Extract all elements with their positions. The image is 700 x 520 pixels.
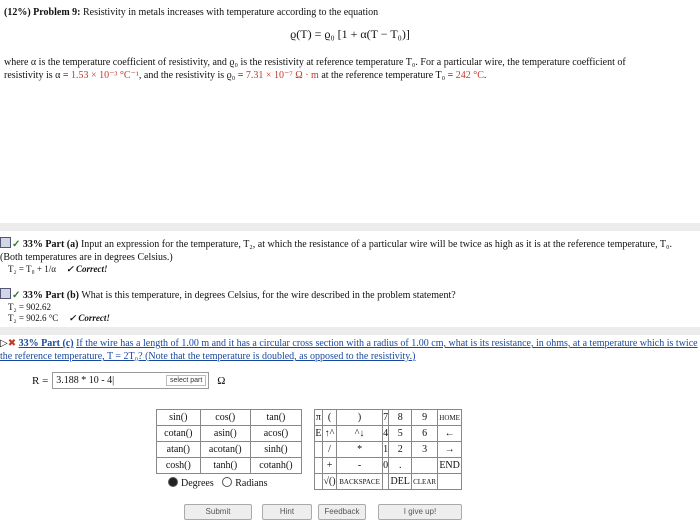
part-b-label: 33% Part (b) xyxy=(22,290,79,301)
keypad-key[interactable]: ) xyxy=(337,410,383,426)
keypad-row xyxy=(157,410,302,426)
hint-button[interactable]: Hint xyxy=(262,504,312,520)
keypad-key[interactable]: π xyxy=(315,410,323,426)
keypad-key xyxy=(315,474,323,490)
part-a-answer: T₂ = T₀ + 1/α xyxy=(8,264,56,274)
keypad-key[interactable]: BACKSPACE xyxy=(337,474,383,490)
part-b-status: ✓ Correct! xyxy=(68,313,110,323)
keypad-key[interactable]: tan() xyxy=(250,410,301,426)
degrees-radio[interactable] xyxy=(168,477,178,487)
keypad-key[interactable]: / xyxy=(322,442,336,458)
keypad-key[interactable]: - xyxy=(337,458,383,474)
keypad-row xyxy=(315,426,462,442)
part-icon xyxy=(0,237,11,248)
keypad-key[interactable]: tanh() xyxy=(200,458,250,474)
keypad-key[interactable]: E xyxy=(315,426,323,442)
keypad-key[interactable]: ↑^ xyxy=(322,426,336,442)
problem-number: Problem 9: xyxy=(33,7,81,18)
keypad-key[interactable]: sinh() xyxy=(250,442,301,458)
description-line2: resistivity is α = 1.53 × 10⁻³ °C⁻¹, and the resistivity is ϱ₀ = 7.31 × 10⁻⁷ Ω · m at the reference temperature T₀ = 242 °C. xyxy=(4,70,487,81)
keypad-row xyxy=(157,426,302,442)
action-buttons xyxy=(0,504,700,516)
keypad-key[interactable]: sin() xyxy=(157,410,201,426)
incorrect-icon: ✖ xyxy=(7,338,17,349)
t0-value: 242 °C xyxy=(455,70,484,81)
part-a-answer-row xyxy=(8,264,696,275)
keypad-row xyxy=(315,410,462,426)
keypad-key[interactable]: CLEAR xyxy=(411,474,437,490)
keypad-key[interactable]: 9 xyxy=(411,410,437,426)
keypad-key[interactable]: 6 xyxy=(411,426,437,442)
part-a-label: 33% Part (a) xyxy=(22,239,79,250)
keypad-key xyxy=(438,474,462,490)
keypad-key xyxy=(315,442,323,458)
part-c-question: If the wire has a length of 1.00 m and it has a circular cross section with a radius of 1.00 cm, what is its resistance, in ohms, at a temperature which is twice the reference temperature, T = 2T₀? (Note that the temperature is doubled, as opposed to the resistivity.) xyxy=(0,338,698,362)
keypad-row xyxy=(315,474,462,490)
part-b-answer2: T₂ = 902.6 °C xyxy=(8,313,59,323)
play-icon: ▷ xyxy=(0,338,8,349)
answer-row xyxy=(32,372,225,389)
check-icon: ✓ xyxy=(12,290,21,301)
keypad-key[interactable]: √() xyxy=(322,474,336,490)
keypad-key[interactable]: 0 xyxy=(382,458,389,474)
radians-radio[interactable] xyxy=(222,477,232,487)
keypad-key[interactable]: . xyxy=(389,458,411,474)
problem-intro: Resistivity in metals increases with temperature according to the equation xyxy=(82,7,379,18)
give-up-button[interactable]: I give up! xyxy=(378,504,462,520)
keypad-key[interactable]: ^↓ xyxy=(337,426,383,442)
keypad-key[interactable]: ( xyxy=(322,410,336,426)
part-c-label[interactable]: 33% Part (c) xyxy=(18,338,74,349)
feedback-button[interactable]: Feedback xyxy=(318,504,366,520)
keypad-key[interactable]: + xyxy=(322,458,336,474)
keypad-key[interactable]: acos() xyxy=(250,426,301,442)
part-a-question: Input an expression for the temperature, T₂, at which the resistance of a particular wire will be twice as high as it is at the reference temperature, T₀. (Both temperatures are in degrees Celsius.) xyxy=(0,239,673,263)
resistivity-equation: ϱ(T) = ϱ₀ [1 + α(T − T₀)] xyxy=(290,27,410,41)
part-a xyxy=(0,237,696,275)
part-b-answer1: T₂ = 902.62 xyxy=(8,302,51,312)
part-b-answer-row xyxy=(8,313,700,324)
keypad-key[interactable]: → xyxy=(438,442,462,458)
problem-percent: (12%) xyxy=(4,7,31,18)
keypad-key[interactable]: * xyxy=(337,442,383,458)
keypad-key[interactable]: cos() xyxy=(200,410,250,426)
part-icon xyxy=(0,288,11,299)
keypad-key[interactable]: DEL xyxy=(389,474,411,490)
keypad-key[interactable]: 2 xyxy=(389,442,411,458)
answer-input-value: 3.188 * 10 - 4| xyxy=(56,375,115,386)
part-c xyxy=(0,337,700,363)
angle-mode xyxy=(168,477,267,489)
keypad-key[interactable]: cotan() xyxy=(157,426,201,442)
part-b xyxy=(0,288,700,324)
keypad-key[interactable]: atan() xyxy=(157,442,201,458)
section-divider xyxy=(0,327,700,335)
result-label: R = xyxy=(32,374,49,387)
description-line1: where α is the temperature coefficient of resistivity, and ϱ₀ is the resistivity at reference temperature T₀. For a particular wire, the temperature coefficient of xyxy=(4,57,626,68)
problem-description xyxy=(4,56,694,82)
alpha-value: 1.53 × 10⁻³ °C⁻¹ xyxy=(71,70,139,81)
rho-value: 7.31 × 10⁻⁷ Ω · m xyxy=(245,70,319,81)
keypad-key xyxy=(382,474,389,490)
keypad-key[interactable]: 1 xyxy=(382,442,389,458)
part-b-question: What is this temperature, in degrees Celsius, for the wire described in the problem statement? xyxy=(81,290,456,301)
keypad-key[interactable]: cosh() xyxy=(157,458,201,474)
section-divider xyxy=(0,223,700,231)
submit-button[interactable]: Submit xyxy=(184,504,252,520)
number-keypad xyxy=(314,409,462,490)
keypad-row xyxy=(157,458,302,474)
keypad-row xyxy=(157,442,302,458)
keypad-key[interactable]: asin() xyxy=(200,426,250,442)
keypad-key[interactable]: cotanh() xyxy=(250,458,301,474)
keypad-key[interactable]: 5 xyxy=(389,426,411,442)
degrees-label: Degrees xyxy=(181,478,214,489)
keypad-key xyxy=(315,458,323,474)
radians-label: Radians xyxy=(235,478,268,489)
part-a-status: ✓ Correct! xyxy=(66,264,108,274)
select-part-button[interactable]: select part xyxy=(166,375,206,386)
answer-input[interactable] xyxy=(52,372,209,389)
keypad-key[interactable]: 3 xyxy=(411,442,437,458)
keypad-key[interactable]: END xyxy=(438,458,462,474)
keypad-key[interactable]: 4 xyxy=(382,426,389,442)
unit-label: Ω xyxy=(217,374,226,387)
keypad-key[interactable]: 8 xyxy=(389,410,411,426)
function-keypad xyxy=(156,409,302,474)
keypad-row xyxy=(315,442,462,458)
keypad-key[interactable]: ← xyxy=(438,426,462,442)
keypad-key[interactable]: 7 xyxy=(382,410,389,426)
keypad-row xyxy=(315,458,462,474)
keypad-key[interactable]: HOME xyxy=(438,410,462,426)
keypad-key xyxy=(411,458,437,474)
keypad-key[interactable]: acotan() xyxy=(200,442,250,458)
check-icon: ✓ xyxy=(12,239,21,250)
problem-header xyxy=(4,6,700,19)
